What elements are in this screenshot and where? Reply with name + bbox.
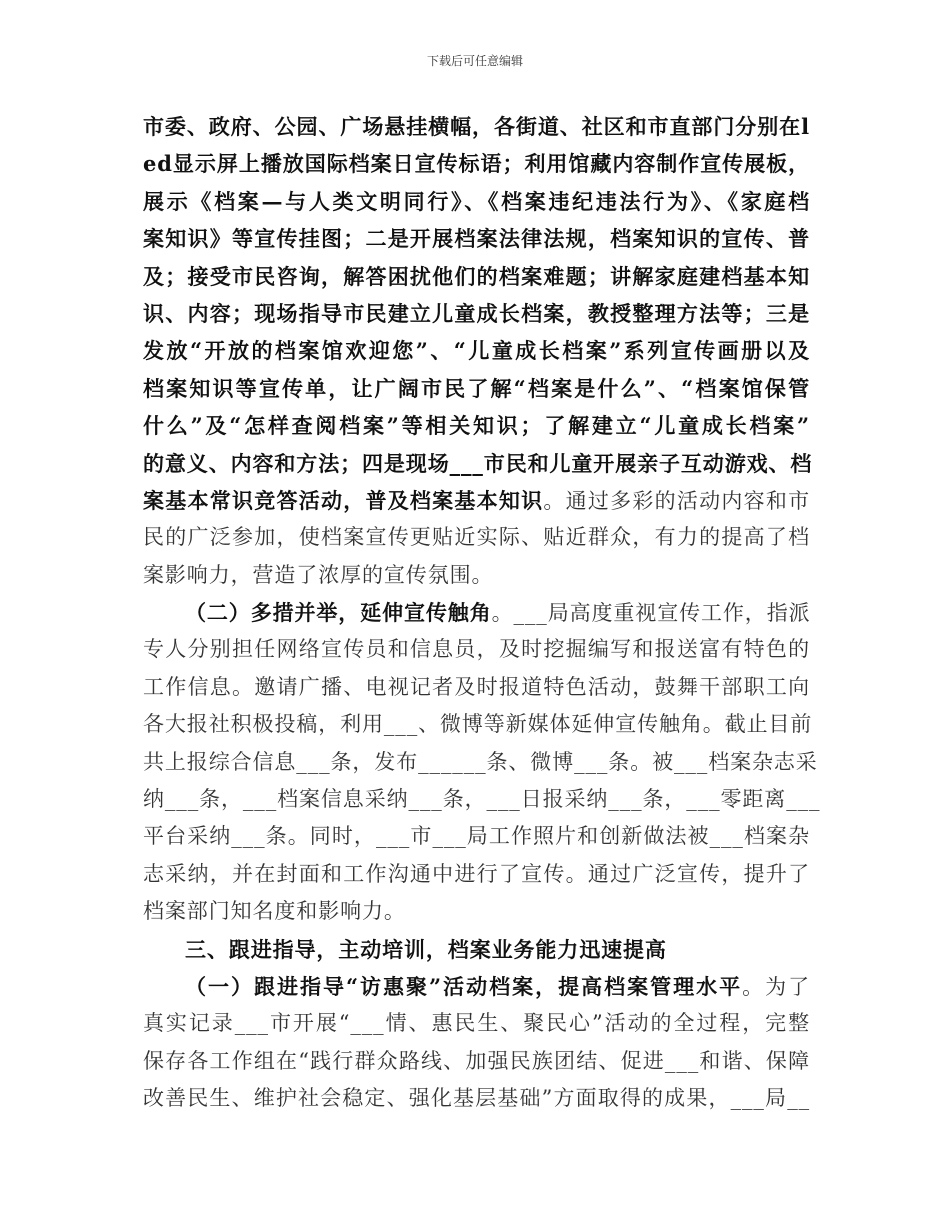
text-line: 什么”及“怎样查阅档案”等相关知识；了解建立“儿童成长档案” [143,413,810,439]
page-header: 下载后可任意编辑 [426,54,523,68]
text-line: （一）跟进指导“访惠聚”活动档案，提高档案管理水平。为了 [185,973,811,999]
text-line: 平台采纳___条。同时，___市___局工作照片和创新做法被___档案杂 [143,824,810,849]
text-line: 保存各工作组在“践行群众路线、加强民族团结、促进___和谐、保障 [143,1048,810,1073]
text-line: 各大报社积极投稿，利用___、微博等新媒体延伸宣传触角。截止目前 [143,712,813,737]
text-line: 的意义、内容和方法；四是现场___市民和儿童开展亲子互动游戏、档 [143,450,813,476]
text-line: 展示《档案—与人类文明同行》、《档案违纪违法行为》、《家庭档 [143,188,810,214]
text-line: 改善民生、维护社会稳定、强化基层基础”方面取得的成果，___局__ [143,1086,810,1111]
text-line: 市委、政府、公园、广场悬挂横幅，各街道、社区和市直部门分别在l [143,114,810,139]
text-line: 识、内容；现场指导市民建立儿童成长档案，教授整理方法等；三是 [143,300,810,326]
text-line: 及；接受市民咨询，解答困扰他们的档案难题；讲解家庭建档基本知 [143,263,810,289]
text-line: 工作信息。邀请广播、电视记者及时报道特色活动，鼓舞干部职工向 [143,674,810,699]
text-line: 案基本常识竞答活动，普及档案基本知识。通过多彩的活动内容和市 [143,487,810,513]
section-heading: 三、跟进指导，主动培训，档案业务能力迅速提高 [185,936,667,962]
text-line: 案知识》等宣传挂图；二是开展档案法律法规，档案知识的宣传、普 [143,226,810,252]
text-line: 案影响力，营造了浓厚的宣传氛围。 [143,562,494,587]
text-line: 档案知识等宣传单，让广阔市民了解“档案是什么”、“档案馆保管 [143,375,810,401]
text-line: 志采纳，并在封面和工作沟通中进行了宣传。通过广泛宣传，提升了 [143,861,810,886]
text-line: 民的广泛参加，使档案宣传更贴近实际、贴近群众，有力的提高了档 [143,525,810,550]
text-line: （二）多措并举，延伸宣传触角。___局高度重视宣传工作，指派 [185,600,811,626]
text-line: 发放“开放的档案馆欢迎您”、“儿童成长档案”系列宣传画册以及 [143,338,810,364]
text-line: 共上报综合信息___条，发布______条、微博___条。被___档案杂志采 [143,749,818,774]
text-line: 档案部门知名度和影响力。 [143,899,406,924]
text-line: 纳___条，___档案信息采纳___条，___日报采纳___条，___零距离___ [143,787,821,812]
text-line: 专人分别担任网络宣传员和信息员，及时挖掘编写和报送富有特色的 [143,637,810,662]
text-line: 真实记录___市开展“___情、惠民生、聚民心”活动的全过程，完整 [143,1011,810,1036]
text-line: ed显示屏上播放国际档案日宣传标语；利用馆藏内容制作宣传展板， [143,151,810,177]
document-body [143,108,821,1118]
